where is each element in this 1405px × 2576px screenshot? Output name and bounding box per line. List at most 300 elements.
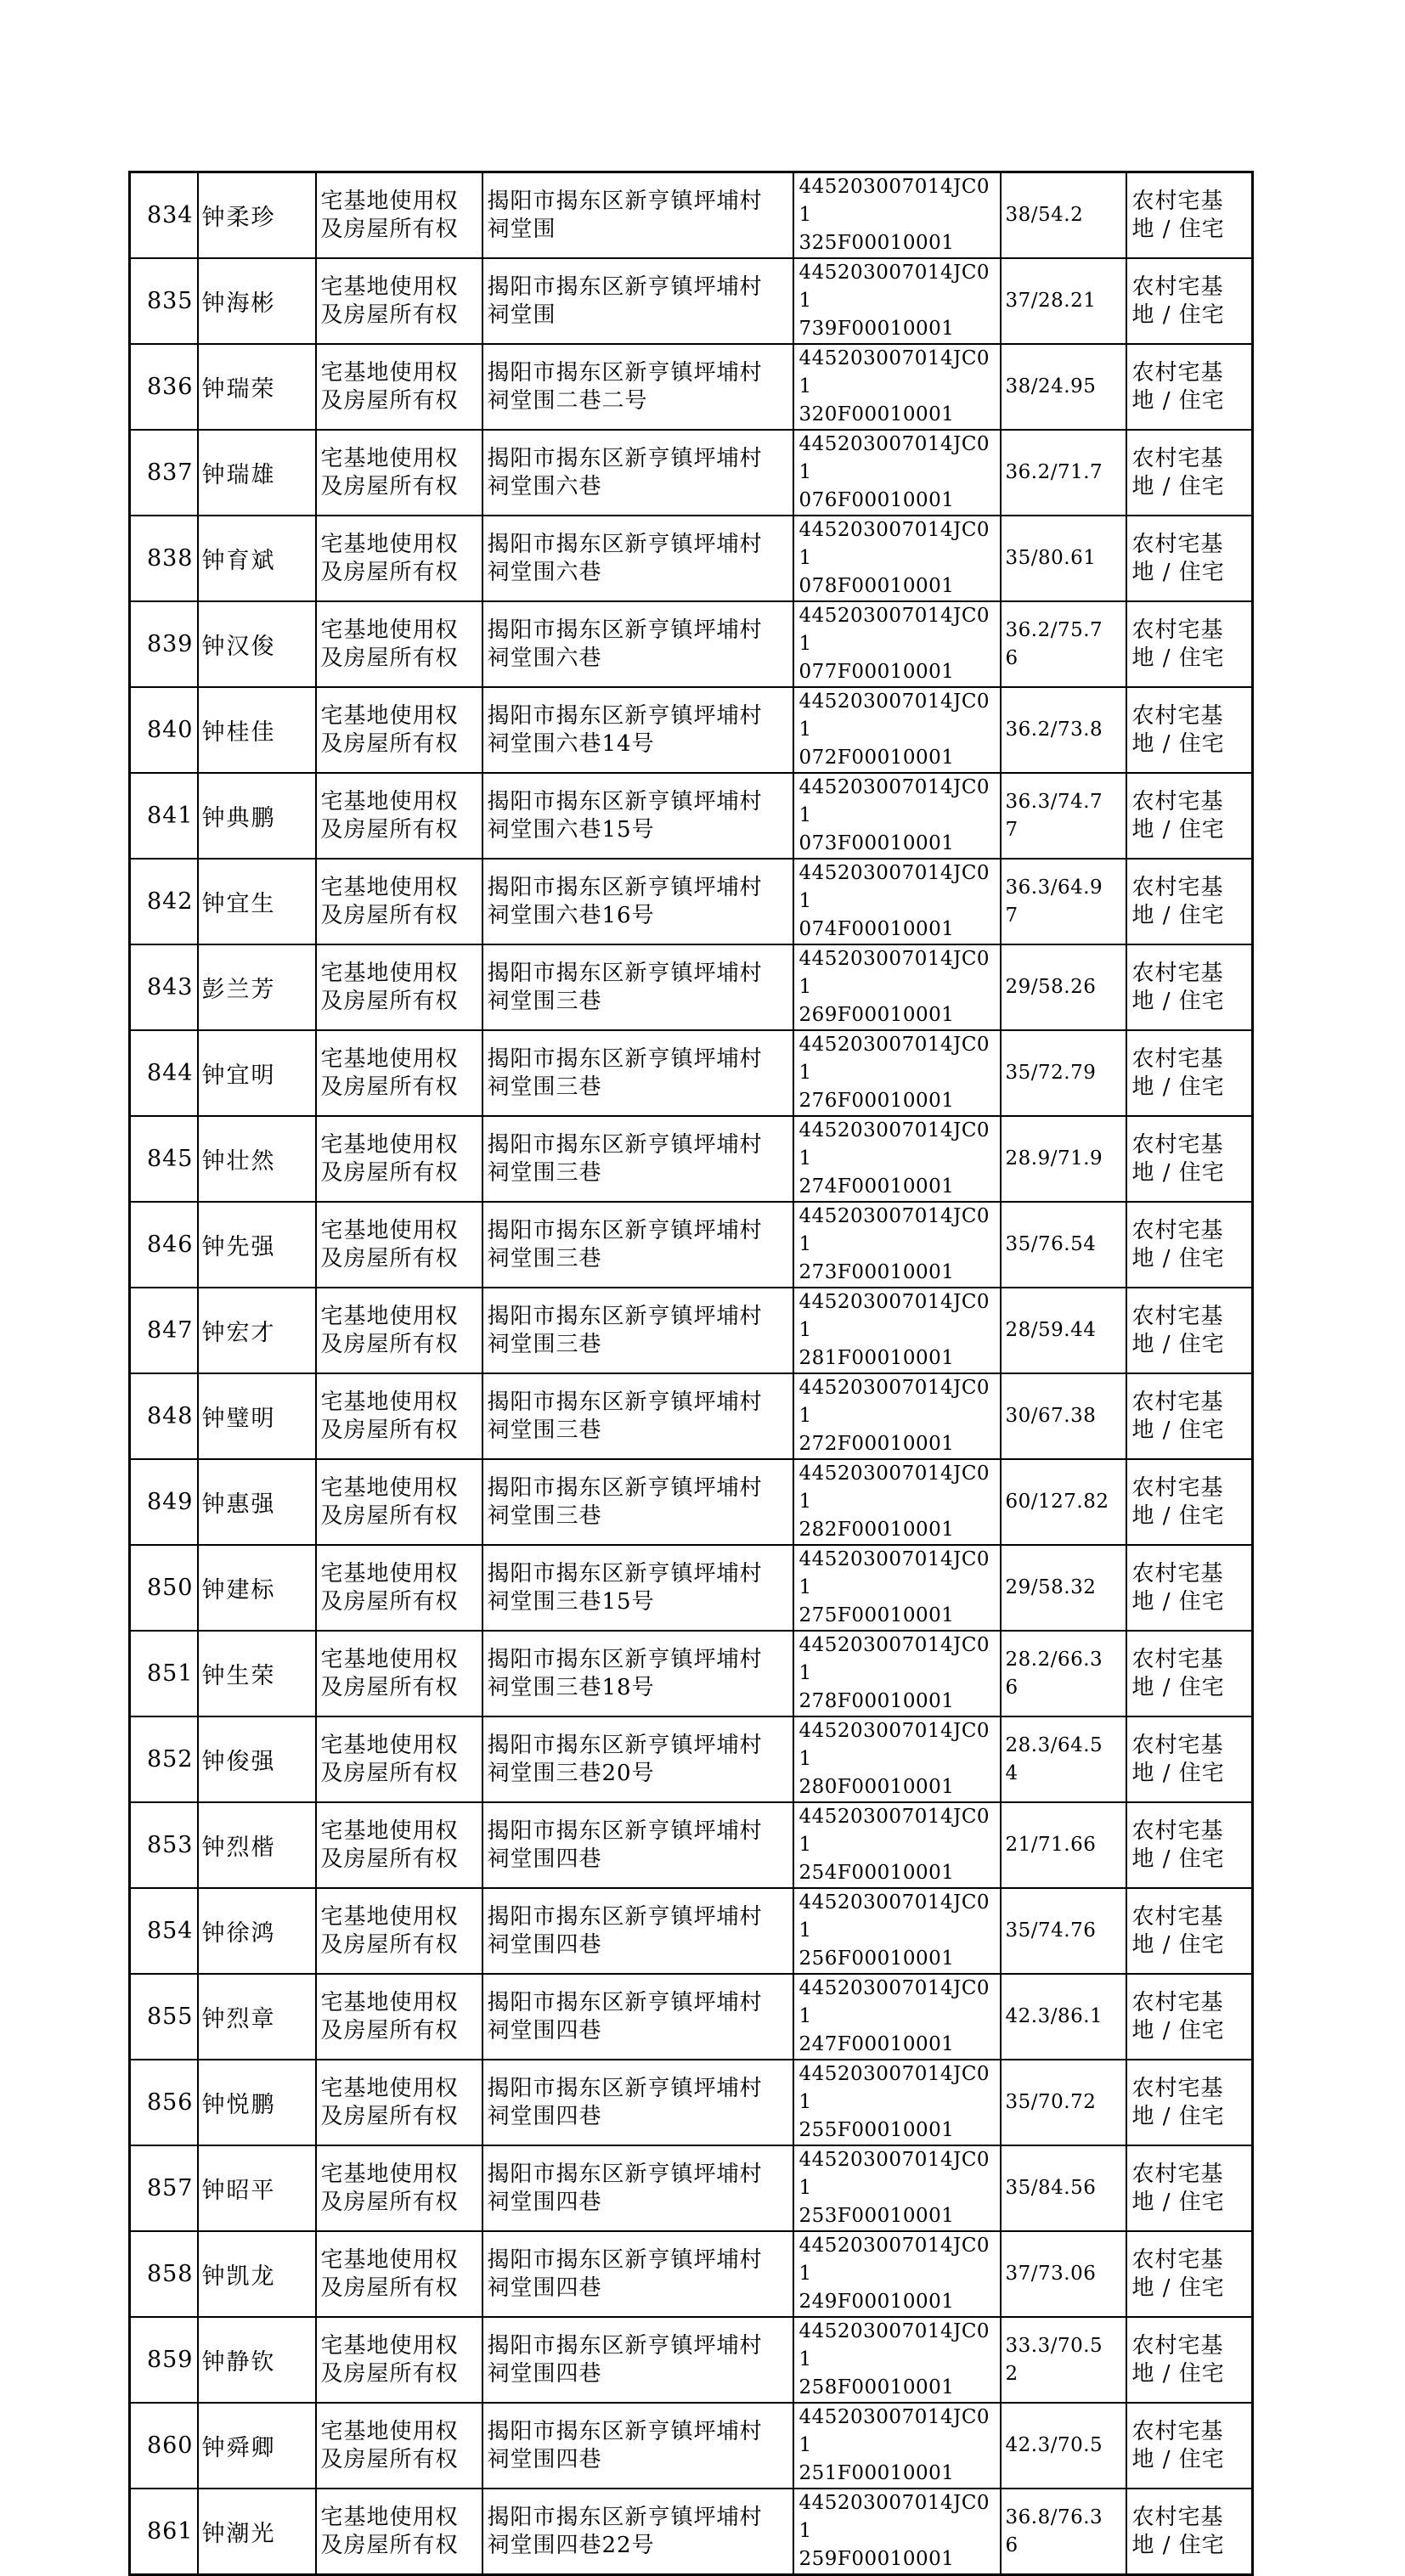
row-number-text: 841 <box>146 803 194 829</box>
right-type-text: 宅基地使用权 及房屋所有权 <box>320 1818 459 1872</box>
address-cell <box>482 258 793 344</box>
address-cell <box>482 1030 793 1116</box>
area-cell <box>1001 172 1126 259</box>
address-text: 揭阳市揭东区新亨镇坪埔村 祠堂围 <box>487 273 763 328</box>
address-cell <box>482 2403 793 2489</box>
row-number-text: 857 <box>146 2175 194 2201</box>
row-number-cell <box>130 1116 198 1202</box>
owner-name-text: 钟惠强 <box>201 1491 276 1518</box>
usage-cell <box>1126 1202 1253 1288</box>
area-text: 38/24.95 <box>1005 375 1097 397</box>
property-code-cell <box>793 1802 1001 1888</box>
row-number-text: 848 <box>146 1403 194 1429</box>
row-number-text: 856 <box>146 2089 194 2116</box>
right-type-text: 宅基地使用权 及房屋所有权 <box>320 1131 459 1186</box>
owner-name-text: 钟凯龙 <box>201 2263 276 2290</box>
right-type-cell <box>316 2489 482 2575</box>
property-code-cell <box>793 944 1001 1030</box>
area-cell <box>1001 2145 1126 2231</box>
property-code-cell <box>793 1716 1001 1802</box>
address-text: 揭阳市揭东区新亨镇坪埔村 祠堂围三巷15号 <box>487 1560 763 1615</box>
usage-text: 农村宅基 地 / 住宅 <box>1131 1732 1225 1786</box>
right-type-cell <box>316 1459 482 1545</box>
usage-text: 农村宅基 地 / 住宅 <box>1131 1217 1225 1271</box>
usage-text: 农村宅基 地 / 住宅 <box>1131 1989 1225 2043</box>
area-cell <box>1001 1631 1126 1716</box>
area-text: 33.3/70.5 2 <box>1005 2334 1103 2385</box>
row-number-cell <box>130 2060 198 2145</box>
owner-name-cell <box>198 2231 316 2317</box>
area-cell <box>1001 1545 1126 1631</box>
property-code-cell <box>793 687 1001 773</box>
property-code-cell <box>793 2489 1001 2575</box>
area-text: 30/67.38 <box>1005 1405 1097 1427</box>
address-text: 揭阳市揭东区新亨镇坪埔村 祠堂围六巷 <box>487 445 763 499</box>
owner-name-cell <box>198 1116 316 1202</box>
row-number-text: 860 <box>146 2432 194 2459</box>
address-cell <box>482 344 793 430</box>
owner-name-text: 钟昭平 <box>201 2178 276 2204</box>
owner-name-text: 钟桂佳 <box>201 719 276 746</box>
address-text: 揭阳市揭东区新亨镇坪埔村 祠堂围四巷 <box>487 2075 763 2129</box>
right-type-text: 宅基地使用权 及房屋所有权 <box>320 1389 459 1443</box>
area-text: 37/73.06 <box>1005 2263 1097 2285</box>
area-text: 21/71.66 <box>1005 1834 1097 1856</box>
area-text: 28.9/71.9 <box>1005 1147 1103 1170</box>
usage-cell <box>1126 859 1253 944</box>
usage-text: 农村宅基 地 / 住宅 <box>1131 1646 1225 1700</box>
property-code-cell <box>793 2145 1001 2231</box>
address-cell <box>482 2231 793 2317</box>
usage-text: 农村宅基 地 / 住宅 <box>1131 788 1225 843</box>
table-row <box>130 2403 1253 2489</box>
address-text: 揭阳市揭东区新亨镇坪埔村 祠堂围四巷 <box>487 1903 763 1958</box>
usage-text: 农村宅基 地 / 住宅 <box>1131 2161 1225 2215</box>
area-text: 42.3/86.1 <box>1005 2005 1103 2027</box>
area-cell <box>1001 516 1126 601</box>
owner-name-text: 钟徐鸿 <box>201 1920 276 1947</box>
row-number-cell <box>130 1716 198 1802</box>
area-cell <box>1001 1202 1126 1288</box>
address-cell <box>482 1716 793 1802</box>
row-number-text: 847 <box>146 1317 194 1344</box>
row-number-text: 838 <box>146 545 194 572</box>
owner-name-cell <box>198 344 316 430</box>
owner-name-cell <box>198 1373 316 1459</box>
property-code-text: 445203007014JC01 272F00010001 <box>798 1377 990 1455</box>
row-number-text: 840 <box>146 717 194 743</box>
usage-text: 农村宅基 地 / 住宅 <box>1131 960 1225 1014</box>
right-type-cell <box>316 516 482 601</box>
area-cell <box>1001 859 1126 944</box>
usage-text: 农村宅基 地 / 住宅 <box>1131 1046 1225 1100</box>
property-code-cell <box>793 1974 1001 2060</box>
row-number-cell <box>130 601 198 687</box>
right-type-text: 宅基地使用权 及房屋所有权 <box>320 1646 459 1700</box>
usage-text: 农村宅基 地 / 住宅 <box>1131 1303 1225 1357</box>
owner-name-text: 彭兰芳 <box>201 977 276 1003</box>
usage-text: 农村宅基 地 / 住宅 <box>1131 2332 1225 2387</box>
owner-name-cell <box>198 1974 316 2060</box>
usage-cell <box>1126 2231 1253 2317</box>
owner-name-cell <box>198 2403 316 2489</box>
owner-name-cell <box>198 1631 316 1716</box>
area-text: 36.2/71.7 <box>1005 461 1103 483</box>
address-text: 揭阳市揭东区新亨镇坪埔村 祠堂围六巷16号 <box>487 874 763 928</box>
owner-name-text: 钟建标 <box>201 1577 276 1604</box>
usage-text: 农村宅基 地 / 住宅 <box>1131 874 1225 928</box>
area-text: 35/80.61 <box>1005 547 1097 569</box>
address-cell <box>482 1888 793 1974</box>
owner-name-cell <box>198 1459 316 1545</box>
area-cell <box>1001 1116 1126 1202</box>
row-number-cell <box>130 859 198 944</box>
right-type-cell <box>316 1373 482 1459</box>
owner-name-cell <box>198 1802 316 1888</box>
owner-name-text: 钟柔珍 <box>201 205 276 231</box>
owner-name-cell <box>198 2489 316 2575</box>
right-type-cell <box>316 1888 482 1974</box>
row-number-text: 846 <box>146 1232 194 1258</box>
table-row <box>130 516 1253 601</box>
usage-cell <box>1126 1802 1253 1888</box>
owner-name-cell <box>198 859 316 944</box>
table-row <box>130 601 1253 687</box>
usage-text: 农村宅基 地 / 住宅 <box>1131 1903 1225 1958</box>
row-number-text: 861 <box>146 2518 194 2545</box>
area-text: 36.3/64.9 7 <box>1005 876 1103 927</box>
row-number-cell <box>130 773 198 859</box>
property-code-text: 445203007014JC01 249F00010001 <box>798 2235 990 2313</box>
owner-name-text: 钟宏才 <box>201 1320 276 1346</box>
area-text: 35/84.56 <box>1005 2177 1097 2199</box>
usage-text: 农村宅基 地 / 住宅 <box>1131 1131 1225 1186</box>
area-text: 35/74.76 <box>1005 1919 1097 1942</box>
area-text: 28.3/64.5 4 <box>1005 1733 1103 1784</box>
usage-cell <box>1126 2403 1253 2489</box>
table-row <box>130 1373 1253 1459</box>
area-cell <box>1001 601 1126 687</box>
table-row <box>130 1116 1253 1202</box>
right-type-text: 宅基地使用权 及房屋所有权 <box>320 2075 459 2129</box>
owner-name-text: 钟悦鹏 <box>201 2092 276 2118</box>
owner-name-text: 钟育斌 <box>201 548 276 574</box>
table-row <box>130 258 1253 344</box>
usage-text: 农村宅基 地 / 住宅 <box>1131 188 1225 242</box>
right-type-text: 宅基地使用权 及房屋所有权 <box>320 1046 459 1100</box>
usage-cell <box>1126 516 1253 601</box>
row-number-text: 839 <box>146 631 194 657</box>
address-text: 揭阳市揭东区新亨镇坪埔村 祠堂围四巷 <box>487 2332 763 2387</box>
right-type-text: 宅基地使用权 及房屋所有权 <box>320 788 459 843</box>
usage-text: 农村宅基 地 / 住宅 <box>1131 531 1225 585</box>
owner-name-text: 钟海彬 <box>201 290 276 317</box>
owner-name-text: 钟宜明 <box>201 1063 276 1089</box>
row-number-cell <box>130 344 198 430</box>
row-number-cell <box>130 687 198 773</box>
right-type-cell <box>316 2060 482 2145</box>
usage-text: 农村宅基 地 / 住宅 <box>1131 2418 1225 2472</box>
right-type-cell <box>316 1716 482 1802</box>
property-code-cell <box>793 1288 1001 1373</box>
row-number-cell <box>130 1631 198 1716</box>
area-cell <box>1001 1373 1126 1459</box>
owner-name-text: 钟舜卿 <box>201 2435 276 2461</box>
owner-name-cell <box>198 1545 316 1631</box>
property-code-cell <box>793 1631 1001 1716</box>
property-code-text: 445203007014JC01 325F00010001 <box>798 176 990 254</box>
owner-name-cell <box>198 773 316 859</box>
property-code-text: 445203007014JC01 274F00010001 <box>798 1119 990 1198</box>
address-cell <box>482 1459 793 1545</box>
address-text: 揭阳市揭东区新亨镇坪埔村 祠堂围四巷22号 <box>487 2504 763 2558</box>
table-row <box>130 687 1253 773</box>
address-text: 揭阳市揭东区新亨镇坪埔村 祠堂围 <box>487 188 763 242</box>
right-type-cell <box>316 2403 482 2489</box>
owner-name-text: 钟潮光 <box>201 2521 276 2547</box>
area-cell <box>1001 1288 1126 1373</box>
property-code-text: 445203007014JC01 074F00010001 <box>798 862 990 940</box>
address-text: 揭阳市揭东区新亨镇坪埔村 祠堂围六巷 <box>487 531 763 585</box>
owner-name-text: 钟静钦 <box>201 2349 276 2376</box>
property-code-cell <box>793 2060 1001 2145</box>
address-text: 揭阳市揭东区新亨镇坪埔村 祠堂围三巷 <box>487 1389 763 1443</box>
property-code-text: 445203007014JC01 278F00010001 <box>798 1634 990 1712</box>
right-type-cell <box>316 859 482 944</box>
usage-text: 农村宅基 地 / 住宅 <box>1131 617 1225 671</box>
address-text: 揭阳市揭东区新亨镇坪埔村 祠堂围三巷 <box>487 1046 763 1100</box>
row-number-text: 836 <box>146 374 194 400</box>
right-type-cell <box>316 1974 482 2060</box>
usage-text: 农村宅基 地 / 住宅 <box>1131 702 1225 757</box>
area-cell <box>1001 1802 1126 1888</box>
usage-cell <box>1126 1888 1253 1974</box>
area-cell <box>1001 944 1126 1030</box>
property-code-text: 445203007014JC01 259F00010001 <box>798 2492 990 2570</box>
owner-name-text: 钟生荣 <box>201 1663 276 1689</box>
address-cell <box>482 773 793 859</box>
row-number-text: 837 <box>146 459 194 486</box>
registry-table-body <box>130 172 1253 2575</box>
owner-name-cell <box>198 1888 316 1974</box>
usage-cell <box>1126 1116 1253 1202</box>
row-number-text: 850 <box>146 1575 194 1601</box>
row-number-text: 858 <box>146 2261 194 2287</box>
area-cell <box>1001 430 1126 516</box>
right-type-text: 宅基地使用权 及房屋所有权 <box>320 1732 459 1786</box>
owner-name-text: 钟典鹏 <box>201 805 276 831</box>
usage-cell <box>1126 430 1253 516</box>
owner-name-cell <box>198 516 316 601</box>
area-cell <box>1001 1030 1126 1116</box>
owner-name-cell <box>198 1202 316 1288</box>
address-cell <box>482 944 793 1030</box>
address-text: 揭阳市揭东区新亨镇坪埔村 祠堂围三巷 <box>487 1303 763 1357</box>
property-code-cell <box>793 1373 1001 1459</box>
right-type-text: 宅基地使用权 及房屋所有权 <box>320 960 459 1014</box>
right-type-text: 宅基地使用权 及房屋所有权 <box>320 2504 459 2558</box>
right-type-cell <box>316 1802 482 1888</box>
owner-name-cell <box>198 258 316 344</box>
usage-text: 农村宅基 地 / 住宅 <box>1131 359 1225 414</box>
right-type-cell <box>316 2231 482 2317</box>
property-code-cell <box>793 1545 1001 1631</box>
property-code-text: 445203007014JC01 076F00010001 <box>798 433 990 511</box>
usage-cell <box>1126 1716 1253 1802</box>
table-row <box>130 430 1253 516</box>
address-text: 揭阳市揭东区新亨镇坪埔村 祠堂围三巷 <box>487 1217 763 1271</box>
table-row <box>130 344 1253 430</box>
row-number-cell <box>130 1202 198 1288</box>
area-text: 42.3/70.5 <box>1005 2434 1103 2456</box>
usage-cell <box>1126 1631 1253 1716</box>
address-cell <box>482 2489 793 2575</box>
address-text: 揭阳市揭东区新亨镇坪埔村 祠堂围六巷15号 <box>487 788 763 843</box>
usage-cell <box>1126 2317 1253 2403</box>
area-text: 29/58.26 <box>1005 976 1097 998</box>
property-code-cell <box>793 172 1001 259</box>
property-code-cell <box>793 2231 1001 2317</box>
row-number-text: 845 <box>146 1146 194 1172</box>
address-text: 揭阳市揭东区新亨镇坪埔村 祠堂围四巷 <box>487 2161 763 2215</box>
row-number-text: 853 <box>146 1832 194 1858</box>
address-cell <box>482 1802 793 1888</box>
right-type-cell <box>316 687 482 773</box>
right-type-cell <box>316 1116 482 1202</box>
usage-text: 农村宅基 地 / 住宅 <box>1131 2504 1225 2558</box>
address-text: 揭阳市揭东区新亨镇坪埔村 祠堂围二巷二号 <box>487 359 763 414</box>
address-cell <box>482 1545 793 1631</box>
area-cell <box>1001 2060 1126 2145</box>
address-cell <box>482 1288 793 1373</box>
address-cell <box>482 1974 793 2060</box>
area-text: 35/70.72 <box>1005 2091 1097 2113</box>
right-type-cell <box>316 1631 482 1716</box>
owner-name-text: 钟俊强 <box>201 1749 276 1775</box>
usage-cell <box>1126 258 1253 344</box>
address-text: 揭阳市揭东区新亨镇坪埔村 祠堂围三巷20号 <box>487 1732 763 1786</box>
address-text: 揭阳市揭东区新亨镇坪埔村 祠堂围三巷 <box>487 1474 763 1529</box>
right-type-text: 宅基地使用权 及房屋所有权 <box>320 273 459 328</box>
owner-name-cell <box>198 1288 316 1373</box>
right-type-text: 宅基地使用权 及房屋所有权 <box>320 2332 459 2387</box>
address-text: 揭阳市揭东区新亨镇坪埔村 祠堂围四巷 <box>487 2418 763 2472</box>
row-number-text: 835 <box>146 288 194 314</box>
property-code-cell <box>793 601 1001 687</box>
address-text: 揭阳市揭东区新亨镇坪埔村 祠堂围四巷 <box>487 1989 763 2043</box>
area-cell <box>1001 1974 1126 2060</box>
row-number-text: 842 <box>146 888 194 915</box>
property-code-cell <box>793 1030 1001 1116</box>
table-row <box>130 1545 1253 1631</box>
row-number-cell <box>130 1459 198 1545</box>
area-cell <box>1001 2317 1126 2403</box>
property-code-cell <box>793 1459 1001 1545</box>
usage-text: 农村宅基 地 / 住宅 <box>1131 1818 1225 1872</box>
row-number-cell <box>130 1545 198 1631</box>
address-cell <box>482 2317 793 2403</box>
property-code-cell <box>793 773 1001 859</box>
usage-text: 农村宅基 地 / 住宅 <box>1131 2246 1225 2301</box>
area-text: 36.2/75.7 6 <box>1005 618 1103 669</box>
property-code-cell <box>793 1888 1001 1974</box>
table-row <box>130 1202 1253 1288</box>
right-type-cell <box>316 773 482 859</box>
address-cell <box>482 516 793 601</box>
row-number-cell <box>130 430 198 516</box>
row-number-cell <box>130 944 198 1030</box>
property-code-text: 445203007014JC01 269F00010001 <box>798 948 990 1026</box>
table-row <box>130 172 1253 259</box>
table-row <box>130 2145 1253 2231</box>
property-code-text: 445203007014JC01 254F00010001 <box>798 1806 990 1884</box>
address-text: 揭阳市揭东区新亨镇坪埔村 祠堂围四巷 <box>487 1818 763 1872</box>
right-type-cell <box>316 2145 482 2231</box>
table-row <box>130 1802 1253 1888</box>
property-code-text: 445203007014JC01 255F00010001 <box>798 2063 990 2141</box>
area-text: 28.2/66.3 6 <box>1005 1648 1103 1699</box>
table-row <box>130 859 1253 944</box>
usage-text: 农村宅基 地 / 住宅 <box>1131 2075 1225 2129</box>
usage-text: 农村宅基 地 / 住宅 <box>1131 1389 1225 1443</box>
owner-name-cell <box>198 601 316 687</box>
area-cell <box>1001 687 1126 773</box>
owner-name-cell <box>198 944 316 1030</box>
right-type-text: 宅基地使用权 及房屋所有权 <box>320 617 459 671</box>
usage-cell <box>1126 601 1253 687</box>
usage-cell <box>1126 2145 1253 2231</box>
area-cell <box>1001 258 1126 344</box>
table-row <box>130 2231 1253 2317</box>
right-type-cell <box>316 1288 482 1373</box>
area-cell <box>1001 1459 1126 1545</box>
area-cell <box>1001 344 1126 430</box>
right-type-cell <box>316 1202 482 1288</box>
registry-table <box>128 171 1254 2576</box>
property-code-cell <box>793 2317 1001 2403</box>
owner-name-text: 钟烈楷 <box>201 1835 276 1861</box>
owner-name-cell <box>198 1716 316 1802</box>
right-type-cell <box>316 430 482 516</box>
row-number-cell <box>130 172 198 259</box>
owner-name-cell <box>198 430 316 516</box>
usage-cell <box>1126 1373 1253 1459</box>
row-number-cell <box>130 1888 198 1974</box>
usage-cell <box>1126 2060 1253 2145</box>
property-code-text: 445203007014JC01 273F00010001 <box>798 1205 990 1283</box>
right-type-text: 宅基地使用权 及房屋所有权 <box>320 2161 459 2215</box>
property-code-text: 445203007014JC01 281F00010001 <box>798 1291 990 1369</box>
property-code-text: 445203007014JC01 253F00010001 <box>798 2149 990 2227</box>
row-number-cell <box>130 2489 198 2575</box>
usage-cell <box>1126 944 1253 1030</box>
property-code-text: 445203007014JC01 073F00010001 <box>798 776 990 854</box>
owner-name-text: 钟先强 <box>201 1234 276 1260</box>
owner-name-cell <box>198 687 316 773</box>
row-number-cell <box>130 2403 198 2489</box>
address-text: 揭阳市揭东区新亨镇坪埔村 祠堂围六巷 <box>487 617 763 671</box>
property-code-text: 445203007014JC01 320F00010001 <box>798 347 990 426</box>
address-cell <box>482 1631 793 1716</box>
right-type-cell <box>316 1030 482 1116</box>
row-number-text: 855 <box>146 2004 194 2030</box>
right-type-text: 宅基地使用权 及房屋所有权 <box>320 1560 459 1615</box>
owner-name-text: 钟璧明 <box>201 1406 276 1432</box>
property-code-cell <box>793 1116 1001 1202</box>
right-type-cell <box>316 258 482 344</box>
row-number-cell <box>130 1030 198 1116</box>
right-type-text: 宅基地使用权 及房屋所有权 <box>320 445 459 499</box>
